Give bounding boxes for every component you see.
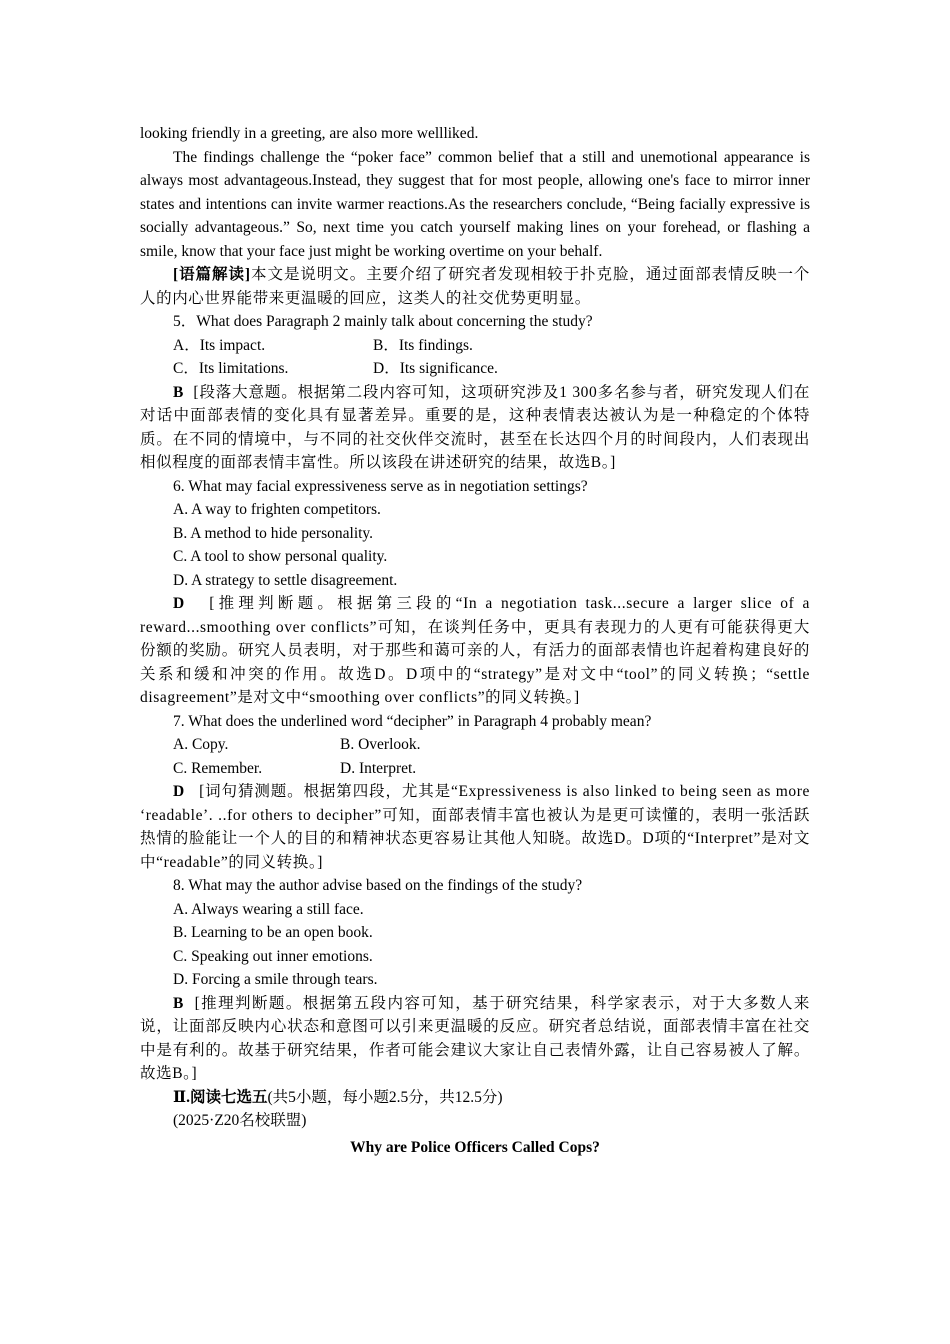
passage-title: Why are Police Officers Called Cops?	[350, 1138, 600, 1156]
section-source: (2025·Z20名校联盟)	[173, 1112, 307, 1129]
option: B. A method to hide personality.	[173, 524, 374, 542]
question-stem: 5．What does Paragraph 2 mainly talk about concerning the study?	[173, 313, 593, 330]
question-stem: 8. What may the author advise based on the findings of the study?	[173, 877, 583, 894]
option: D. Forcing a smile through tears.	[173, 971, 378, 988]
answer-explanation	[140, 780, 810, 874]
option: D．Its significance.	[373, 360, 498, 377]
option-row	[140, 334, 810, 358]
option: D. A strategy to settle disagreement.	[173, 571, 398, 589]
option: B. Overlook.	[340, 736, 421, 753]
question-stem: 6. What may facial expressiveness serve as in negotiation settings?	[173, 477, 588, 495]
reading-analysis-text: 本文是说明文。主要介绍了研究者发现相较于扑克脸，通过面部表情反映一个人的内心世界能带来更温暖的回应，这类人的社交优势更明显。	[140, 266, 810, 307]
option: C. A tool to show personal quality.	[173, 548, 388, 565]
option-row	[140, 757, 810, 781]
option: A．Its impact.	[173, 336, 266, 354]
question-stem: 7. What does the underlined word “decipher” in Paragraph 4 probably mean?	[173, 712, 652, 730]
option: B．Its findings.	[373, 336, 473, 354]
section-heading-label: Ⅱ.阅读七选五	[173, 1088, 268, 1106]
answer-explanation	[140, 592, 810, 710]
answer-letter: B	[173, 994, 184, 1012]
answer-explanation	[140, 381, 810, 475]
section-heading-detail: (共5小题，每小题2.5分，共12.5分)	[267, 1088, 503, 1106]
option-row	[140, 733, 810, 757]
option: A. Copy.	[173, 736, 229, 753]
option-row	[140, 357, 810, 381]
option: C. Remember.	[173, 759, 263, 777]
reading-analysis-label: [语篇解读]	[173, 266, 251, 283]
option: C．Its limitations.	[173, 360, 289, 377]
answer-letter: D	[173, 783, 185, 800]
explanation-text: [推理判断题。根据第三段的“In a negotiation task...secure a larger slice of a reward...smoothing over conflicts”可知，在谈判任务中，更具有表现力的人更有可能获得更大份额的奖励。研究人员表明，对于那些和蔼可亲的人，有活力的面部表情也许起着构建良好的关系和缓和冲突的作用。故选D。D项中的“strategy”是对文中“tool”的同义转换；“settle disagreement”是对文中“smoothing over conflicts”的同义转换。]	[140, 595, 810, 706]
explanation-text: [推理判断题。根据第五段内容可知，基于研究结果，科学家表示，对于大多数人来说，让面部反映内心状态和意图可以引来更温暖的反应。研究者总结说，面部表情丰富在社交中是有利的。故基于研究结果，作者可能会建议大家让自己表情外露，让自己容易被人了解。故选B。]	[140, 994, 810, 1082]
option: C. Speaking out inner emotions.	[173, 947, 373, 965]
passage-paragraph: The findings challenge the “poker face” common belief that a still and unemotional appearance is always most advantageous.Instead, they suggest that for most people, allowing one's face to mirror inner states and intentions can invite warmer reactions.As the researchers conclude, “Being facially expressive is socially advantageous.” So, next time you catch yourself making lines on your forehead, or flashing a smile, know that your face just might be working overtime on your behalf.	[140, 148, 810, 260]
answer-letter: D	[173, 595, 185, 612]
option: B. Learning to be an open book.	[173, 924, 373, 941]
section-heading	[140, 1086, 810, 1110]
passage-paragraph: looking friendly in a greeting, are also more wellliked.	[140, 125, 479, 142]
option: A. A way to frighten competitors.	[173, 501, 381, 518]
option: A. Always wearing a still face.	[173, 900, 364, 918]
reading-analysis	[140, 263, 810, 310]
document-page	[140, 122, 810, 1159]
answer-explanation	[140, 992, 810, 1086]
explanation-text: [词句猜测题。根据第四段，尤其是“Expressiveness is also linked to being seen as more ‘readable’. ..for others to decipher”可知，面部表情丰富也被认为是更可读懂的，表明一张活跃热情的脸能让一个人的目的和精神状态更容易让其他人知晓。故选D。D项的“Interpret”是对文中“readable”的同义转换。]	[140, 783, 810, 871]
explanation-text: [段落大意题。根据第二段内容可知，这项研究涉及1 300多名参与者，研究发现人们在对话中面部表情的变化具有显著差异。重要的是，这种表情表达被认为是一种稳定的个体特质。在不同的情境中，与不同的社交伙伴交流时，甚至在长达四个月的时间段内，人们表现出相似程度的面部表情丰富性。所以该段在讲述研究的结果，故选B。]	[140, 383, 811, 471]
answer-letter: B	[173, 383, 184, 401]
option: D. Interpret.	[340, 759, 417, 777]
